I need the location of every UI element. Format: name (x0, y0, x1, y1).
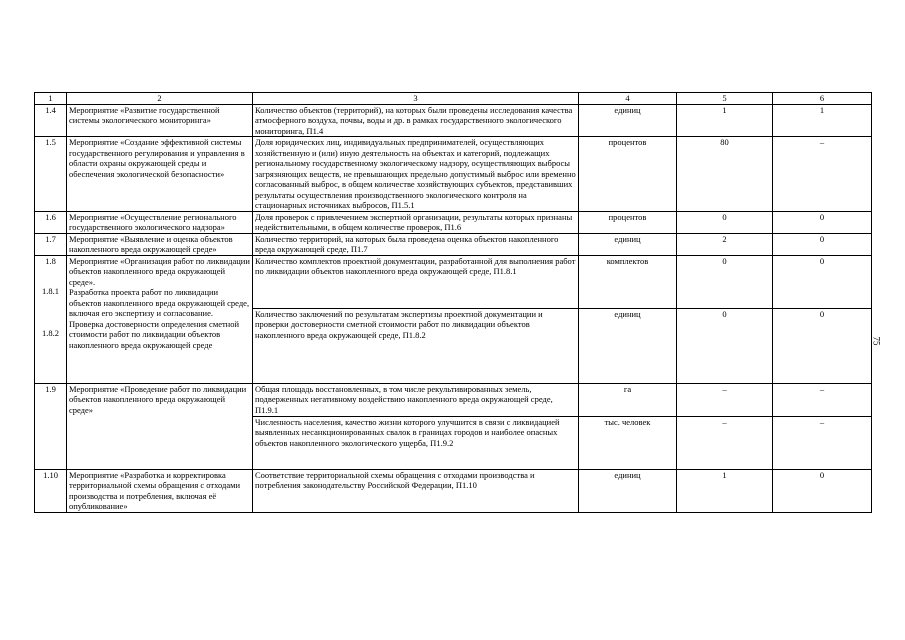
event-cell (67, 255, 253, 383)
event-text: Проверка достоверности определения сметной стоимости работ по ликвидации объектов накопленного вреда окружающей среде (69, 318, 240, 350)
value-cell: 0 (773, 233, 872, 255)
table-header-row (35, 93, 872, 105)
unit-cell: комплектов (579, 255, 677, 308)
value-cell: 0 (677, 308, 773, 383)
table-row (35, 211, 872, 233)
column-header: 1 (35, 93, 67, 105)
indicator-cell: Общая площадь восстановленных, в том числе рекультивированных земель, подверженных негативному воздействию накопленного вреда окружающей среде, П1.9.1 (253, 383, 579, 416)
event-cell: Мероприятие «Разработка и корректировка территориальной схемы обращения с отходами производства и потребления, включая её опубликование» (67, 469, 253, 512)
unit-cell: единиц (579, 233, 677, 255)
event-text: Мероприятие «Организация работ по ликвидации объектов накопленного вреда окружающей среде». (69, 255, 250, 287)
unit-cell: га (579, 383, 677, 416)
indicator-cell: Численность населения, качество жизни которого улучшится в связи с ликвидацией выявленных несанкционированных свалок в границах городов и наиболее опасных объектов накопленного экологического ущерба, П1.9.2 (253, 416, 579, 469)
column-header: 3 (253, 93, 579, 105)
unit-cell: единиц (579, 104, 677, 137)
value-cell: 0 (773, 211, 872, 233)
row-number: 1.9 (35, 383, 67, 469)
unit-cell: процентов (579, 137, 677, 212)
table-row (35, 255, 872, 308)
table-row (35, 383, 872, 416)
column-header: 4 (579, 93, 677, 105)
row-number-group (35, 255, 67, 383)
column-header: 6 (773, 93, 872, 105)
value-cell: 0 (677, 211, 773, 233)
value-cell: – (773, 137, 872, 212)
value-cell: 1 (773, 104, 872, 137)
indicator-cell: Доля юридических лиц, индивидуальных предпринимателей, осуществляющих хозяйственную и (или) иную деятельность на объектах и категорий, подлежащих региональному государственному экологическому надзору, осуществляющих выбросы загрязняющих веществ, не превышающих предельно допустимый выброс или временно согласованный выброс, в общем количестве хозяйствующих субъектов, представивших результаты осуществления производственного экологического контроля на стационарных источниках выбросов, П1.5.1 (253, 137, 579, 212)
value-cell: 80 (677, 137, 773, 212)
row-number: 1.7 (35, 233, 67, 255)
table-row (35, 137, 872, 212)
event-cell: Мероприятие «Выявление и оценка объектов накопленного вреда окружающей среде» (67, 233, 253, 255)
value-cell: – (677, 416, 773, 469)
value-cell: – (677, 383, 773, 416)
value-cell: 1 (677, 104, 773, 137)
table-row (35, 469, 872, 512)
value-cell: 0 (773, 255, 872, 308)
row-number: 1.8.2 (42, 327, 59, 338)
indicator-cell: Количество комплектов проектной документации, разработанной для выполнения работ по ликвидации объектов накопленного вреда окружающей среде, П1.8.1 (253, 255, 579, 308)
unit-cell: процентов (579, 211, 677, 233)
indicator-cell: Количество заключений по результатам экспертизы проектной документации и проверки достоверности сметной стоимости работ по ликвидации объектов накопленного вреда окружающей среде, П1.8.2 (253, 308, 579, 383)
row-number: 1.10 (35, 469, 67, 512)
row-number: 1.6 (35, 211, 67, 233)
table-row (35, 233, 872, 255)
column-header: 2 (67, 93, 253, 105)
row-number: 1.4 (35, 104, 67, 137)
event-cell: Мероприятие «Создание эффективной системы государственного регулирования и управления в области охраны окружающей среды и обеспечения экологической безопасности» (67, 137, 253, 212)
value-cell: 0 (677, 255, 773, 308)
unit-cell: единиц (579, 469, 677, 512)
value-cell: 0 (773, 308, 872, 383)
indicator-cell: Доля проверок с привлечением экспертной организации, результаты которых признаны недействительными, в общем количестве проверок, П1.6 (253, 211, 579, 233)
event-text: Разработка проекта работ по ликвидации объектов накопленного вреда окружающей среде, включая его экспертизу и согласование. (69, 287, 250, 318)
indicators-table (34, 92, 872, 513)
value-cell: 0 (773, 469, 872, 512)
indicator-cell: Соответствие территориальной схемы обращения с отходами производства и потребления законодательству Российской Федерации, П1.10 (253, 469, 579, 512)
table-row (35, 104, 872, 137)
unit-cell: единиц (579, 308, 677, 383)
value-cell: 1 (677, 469, 773, 512)
unit-cell: тыс. человек (579, 416, 677, 469)
row-number: 1.8 (45, 255, 56, 266)
value-cell: – (773, 416, 872, 469)
indicator-cell: Количество территорий, на которых была проведена оценка объектов накопленного вреда окружающей среде, П1.7 (253, 233, 579, 255)
row-number: 1.5 (35, 137, 67, 212)
indicator-cell: Количество объектов (территорий), на которых были проведены исследования качества атмосферного воздуха, почвы, воды и др. в рамках государственного экологического мониторинга, П1.4 (253, 104, 579, 137)
value-cell: 2 (677, 233, 773, 255)
event-cell: Мероприятие «Осуществление регионального государственного экологического надзора» (67, 211, 253, 233)
event-cell: Мероприятие «Проведение работ по ликвидации объектов накопленного вреда окружающей среде» (67, 383, 253, 469)
event-cell: Мероприятие «Развитие государственной системы экологического мониторинга» (67, 104, 253, 137)
page-number: 75 (871, 336, 882, 346)
row-number: 1.8.1 (42, 286, 59, 296)
value-cell: – (773, 383, 872, 416)
column-header: 5 (677, 93, 773, 105)
